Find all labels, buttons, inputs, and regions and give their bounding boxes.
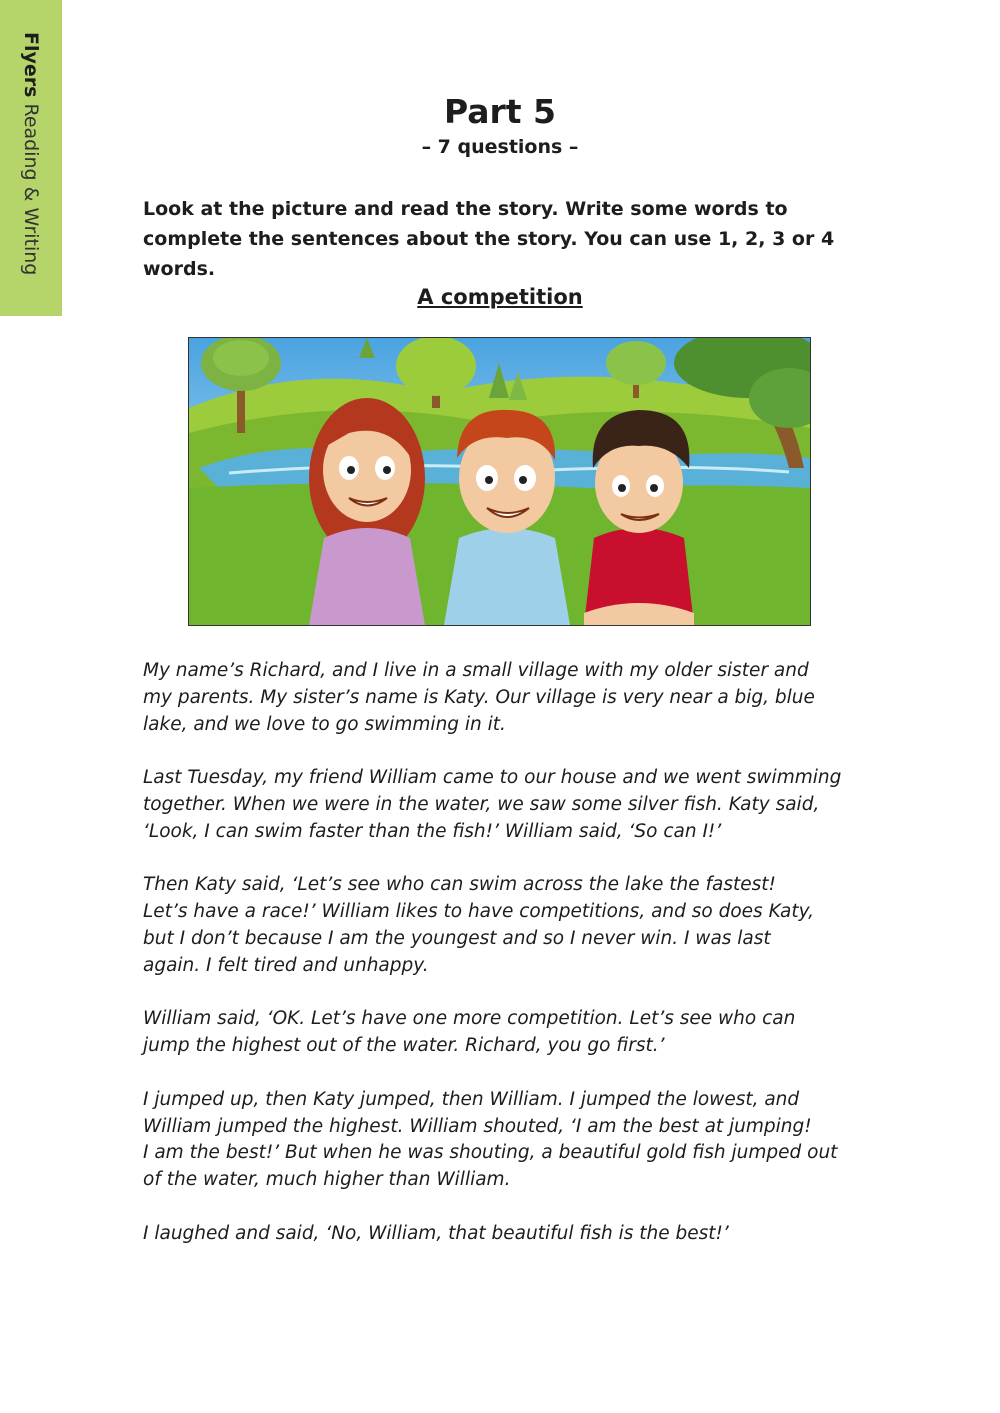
story-title: A competition bbox=[417, 285, 583, 309]
story-paragraph: Last Tuesday, my friend William came to our house and we went swimming together. When we were in the water, we saw some silver fish. Katy said, ‘Look, I can swim faster than the fish!’ William said, ‘So can I!’ bbox=[143, 767, 842, 842]
side-tab-level: Flyers bbox=[20, 32, 42, 98]
page-subtitle: – 7 questions – bbox=[421, 136, 579, 158]
side-tab-section: Reading & Writing bbox=[20, 103, 42, 276]
story-paragraph: My name’s Richard, and I live in a small village with my older sister and my parents. My sister’s name is Katy. Our village is very near a big, blue lake, and we love to go swimming in it. bbox=[143, 660, 815, 735]
story-paragraph: William said, ‘OK. Let’s have one more competition. Let’s see who can jump the highest out of the water. Richard, you go first.’ bbox=[143, 1008, 796, 1057]
page-title: Part 5 bbox=[443, 92, 557, 131]
story-paragraph: Then Katy said, ‘Let’s see who can swim across the lake the fastest! Let’s have a race!’ William likes to have competitions, and so does Katy, but I don’t because I am the youngest and so I never win. I was last again. I felt tired and unhappy. bbox=[143, 874, 815, 976]
story-illustration-icon bbox=[189, 338, 810, 625]
story-paragraph: I jumped up, then Katy jumped, then William. I jumped the lowest, and William jumped the highest. William shouted, ‘I am the best at jumping! I am the best!’ But when he was shouting, a beautiful gold fish jumped out of the water, much higher than William. bbox=[143, 1088, 838, 1191]
story-paragraph: I laughed and said, ‘No, William, that beautiful fish is the best!’ bbox=[143, 1222, 729, 1244]
story-text bbox=[143, 658, 873, 1274]
instructions: Look at the picture and read the story. Write some words to complete the sentences about the story. You can use 1, 2, 3 or 4 words. bbox=[143, 198, 835, 280]
story-illustration bbox=[188, 337, 811, 626]
